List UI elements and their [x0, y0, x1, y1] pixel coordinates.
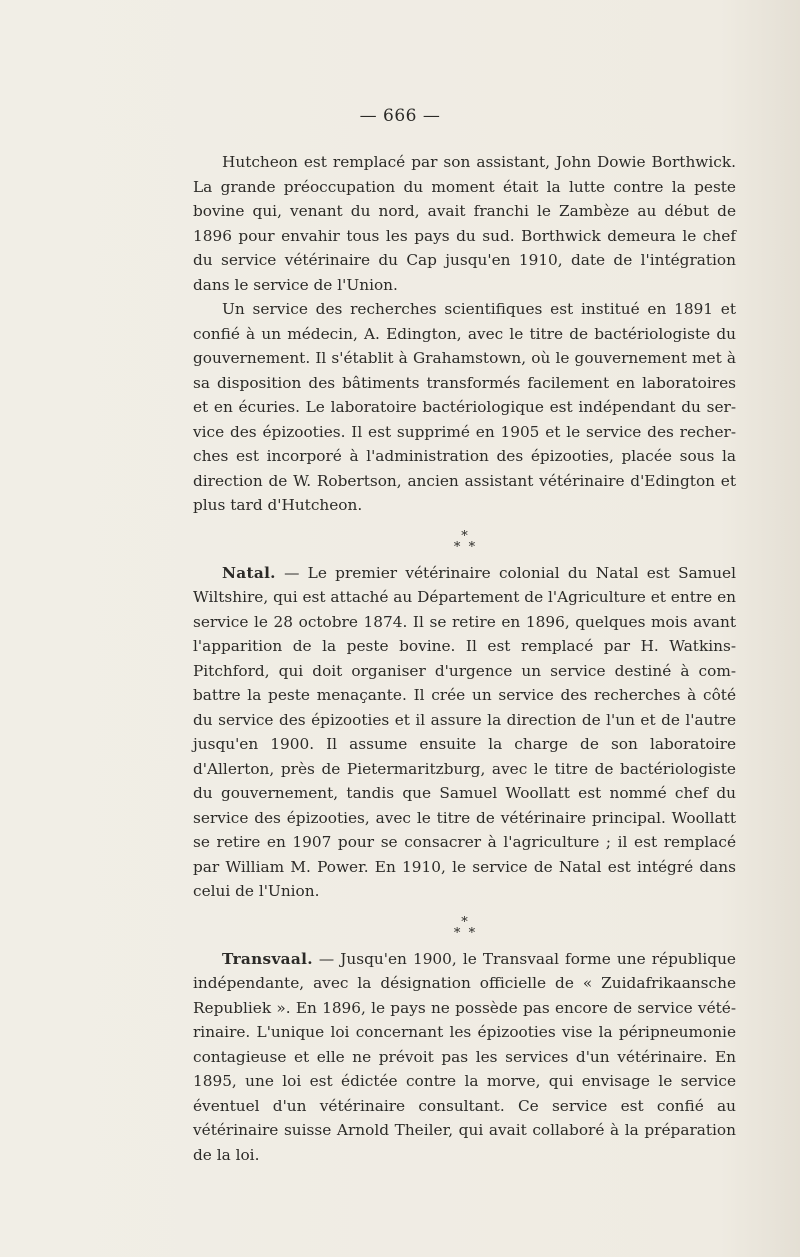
- body-text: [193, 150, 736, 1167]
- paragraph: Hutcheon est remplacé par son assistant, John Dowie Borthwick. La grande préoccupation du moment était la lutte contre la peste bovine qui, venant du nord, avait franchi le Zambèze au début de 1896 pour envahir tous les pays du sud. Borthwick demeura le chef du service vétérinaire du Cap jusqu'en 1910, date de l'intégration dans le service de l'Union.: [193, 153, 736, 294]
- paragraph-body: — Jusqu'en 1900, le Transvaal forme une république indépendante, avec la désignation officielle de « Zuidafrikaansche Republiek ». En 1896, le pays ne possède pas encore de service vétérinaire. L'unique loi concernant les épizooties vise la péripneumonie contagieuse et elle ne prévoit pas les services d'un vétérinaire. En 1895, une loi est édictée contre la morve, qui envisage le service éventuel d'un vétérinaire consultant. Ce service est confié au vétérinaire suisse Arnold Theiler, qui avait collaboré à la préparation de la loi.: [193, 949, 736, 1164]
- page-number: — 666 —: [359, 106, 441, 126]
- paragraph-natal: [193, 561, 736, 904]
- paragraph-body: — Le premier vétérinaire colonial du Natal est Samuel Wiltshire, qui est attaché au Département de l'Agriculture et entre en service le 28 octobre 1874. Il se retire en 1896, quelques mois avant l'apparition de la peste bovine. Il est remplacé par H. Watkins-Pitchford, qui doit organiser d'urgence un service destiné à combattre la peste menaçante. Il crée un service des recherches à côté du service des épizooties et il assure la direction de l'un et de l'autre jusqu'en 1900. Il assume ensuite la charge de son laboratoire d'Allerton, près de Pietermaritzburg, avec le titre de bactériologiste du gouvernement, tandis que Samuel Woollatt est nommé chef du service des épizooties, avec le titre de vétérinaire principal. Woollatt se retire en 1907 pour se consacrer à l'agriculture ; il est remplacé par William M. Power. En 1910, le service de Natal est intégré dans celui de l'Union.: [193, 563, 736, 900]
- paragraph-transvaal: [193, 947, 736, 1168]
- paragraph: Un service des recherches scientifiques est institué en 1891 et confié à un médecin, A. Edington, avec le titre de bactériologiste du gouvernement. Il s'établit à Grahamstown, où le gouvernement met à sa disposition des bâtiments transformés facilement en laboratoires et en écuries. Le laboratoire bactériologique est indépendant du service des épizooties. Il est supprimé en 1905 et le service des recherches est incorporé à l'administration des épizooties, placée sous la direction de W. Robertson, ancien assistant vétérinaire d'Edington et plus tard d'Hutcheon.: [193, 300, 736, 514]
- section-heading-natal: Natal.: [222, 563, 276, 582]
- section-heading-transvaal: Transvaal.: [222, 949, 313, 968]
- section-separator: * * *: [453, 914, 476, 941]
- section-separator: * * *: [453, 528, 476, 555]
